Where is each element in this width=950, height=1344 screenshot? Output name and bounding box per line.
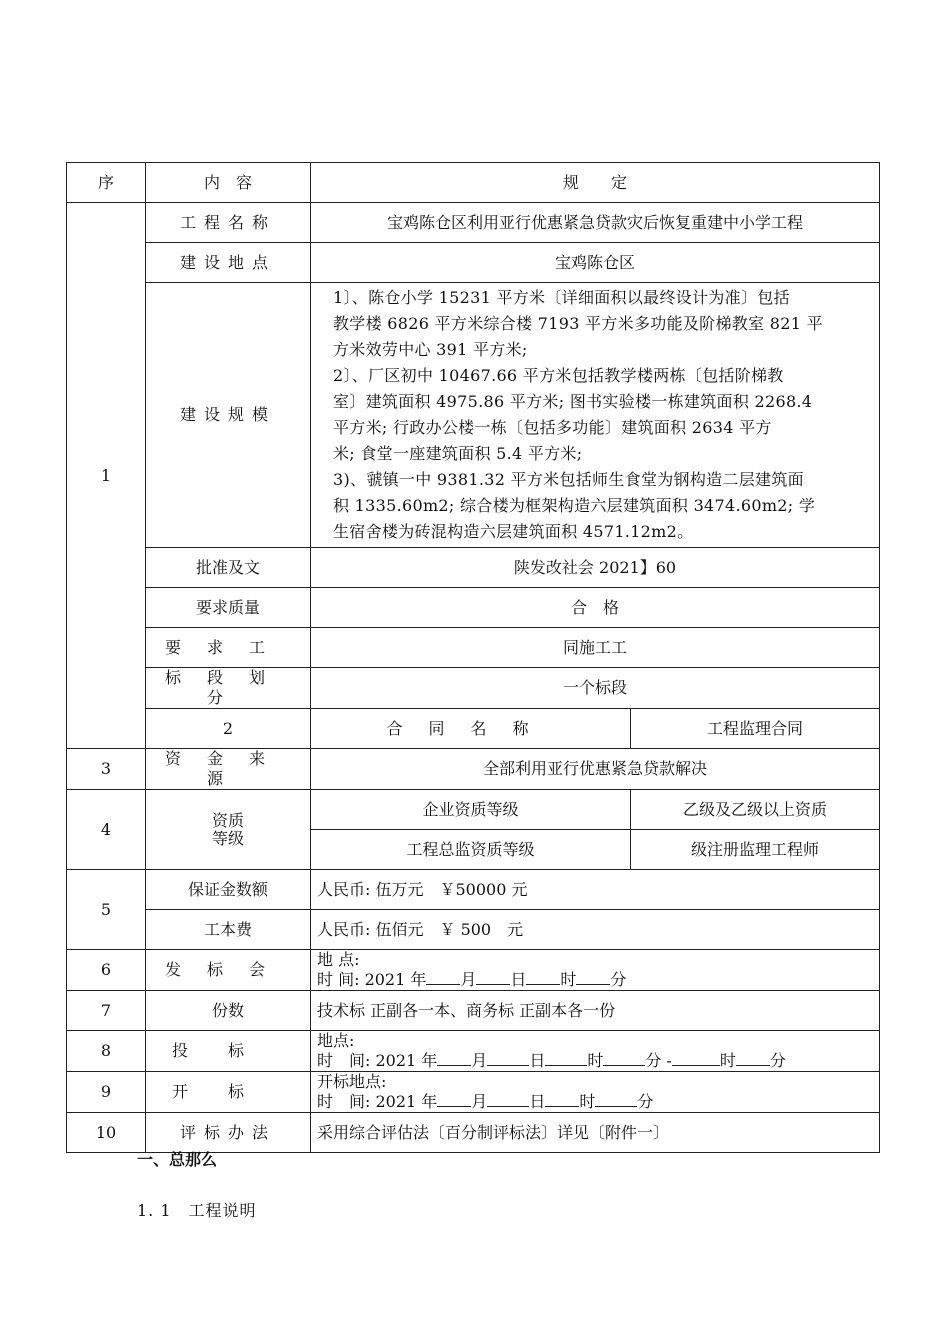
blank-field bbox=[545, 1051, 587, 1066]
table-row bbox=[67, 1072, 880, 1113]
enterprise-qualification-value: 乙级及乙级以上资质 bbox=[631, 790, 880, 830]
header-rule: 规 定 bbox=[311, 163, 880, 203]
minute-label: 分 bbox=[637, 1092, 654, 1111]
quality-value: 合 格 bbox=[311, 588, 880, 628]
subsection-heading: 1. 1 工程说明 bbox=[137, 1201, 257, 1220]
table-row bbox=[67, 283, 880, 548]
day-label: 日 bbox=[510, 970, 527, 989]
blank-field bbox=[426, 970, 460, 985]
table-row bbox=[67, 668, 880, 709]
day-label: 日 bbox=[529, 1051, 546, 1070]
row-number: 8 bbox=[67, 1031, 146, 1072]
blank-field bbox=[487, 1051, 529, 1066]
minute-label: 分 bbox=[610, 970, 627, 989]
row-number: 2 bbox=[146, 709, 311, 749]
table-row bbox=[67, 709, 880, 749]
blank-field bbox=[576, 970, 610, 985]
approval-label: 批准及文 bbox=[146, 548, 311, 588]
blank-field bbox=[437, 1092, 471, 1107]
hour-label: 时 bbox=[587, 1051, 604, 1070]
blank-field bbox=[595, 1092, 637, 1107]
section-label: 标段划分 bbox=[146, 668, 311, 709]
funding-source-label: 资金来源 bbox=[146, 749, 311, 790]
row-number: 4 bbox=[67, 790, 146, 870]
scale-line: 积 1335.60m2; 综合楼为框架构造六层建筑面积 3474.60m2; 学 bbox=[333, 496, 816, 515]
table-row bbox=[67, 991, 880, 1031]
funding-source-value: 全部利用亚行优惠紧急贷款解决 bbox=[311, 749, 880, 790]
table-row bbox=[67, 950, 880, 991]
scale-label: 建设规模 bbox=[146, 283, 311, 548]
table-row bbox=[67, 628, 880, 668]
row-number: 3 bbox=[67, 749, 146, 790]
bidding-label: 投标 bbox=[146, 1031, 311, 1072]
copies-label: 份数 bbox=[146, 991, 311, 1031]
opening-label: 开标 bbox=[146, 1072, 311, 1113]
header-content: 内 容 bbox=[146, 163, 311, 203]
month-label: 月 bbox=[471, 1092, 488, 1111]
bidding-value bbox=[311, 1031, 880, 1072]
supervisor-qualification-value: 级注册监理工程师 bbox=[631, 830, 880, 870]
quality-label: 要求质量 bbox=[146, 588, 311, 628]
contract-name-value: 工程监理合同 bbox=[631, 709, 880, 749]
blank-field bbox=[476, 970, 510, 985]
blank-field bbox=[437, 1051, 471, 1066]
project-name-label: 工程名称 bbox=[146, 203, 311, 243]
qualification-label bbox=[146, 790, 311, 870]
bid-release-time bbox=[317, 970, 873, 990]
row-number: 7 bbox=[67, 991, 146, 1031]
hour-label: 时 bbox=[579, 1092, 596, 1111]
scale-line: 方米效劳中心 391 平方米; bbox=[333, 340, 528, 359]
table-row bbox=[67, 1031, 880, 1072]
row-number: 5 bbox=[67, 870, 146, 950]
table-row bbox=[67, 910, 880, 950]
table-row bbox=[67, 588, 880, 628]
bid-release-label: 发标会 bbox=[146, 950, 311, 991]
blank-field bbox=[487, 1092, 529, 1107]
location-label: 建设地点 bbox=[146, 243, 311, 283]
time-prefix: 时 间: 2021 年 bbox=[317, 970, 427, 989]
table-row bbox=[67, 203, 880, 243]
table-row bbox=[67, 243, 880, 283]
row-number: 1 bbox=[67, 203, 146, 749]
blank-field bbox=[672, 1051, 720, 1066]
month-label: 月 bbox=[460, 970, 477, 989]
row-number: 10 bbox=[67, 1113, 146, 1153]
table-row bbox=[67, 548, 880, 588]
scale-line: 2〕、厂区初中 10467.66 平方米包括教学楼两栋〔包括阶梯教 bbox=[333, 366, 784, 385]
minute-label: 分 bbox=[769, 1051, 786, 1070]
bidding-location: 地点: bbox=[317, 1031, 355, 1050]
time-prefix: 时 间: 2021 年 bbox=[317, 1051, 438, 1070]
opening-value bbox=[311, 1072, 880, 1113]
scale-line: 生宿舍楼为砖混构造六层建筑面积 4571.12m2。 bbox=[333, 522, 694, 541]
contract-name-label: 合同名称 bbox=[311, 709, 631, 749]
blank-field bbox=[736, 1051, 770, 1066]
scale-line: 米; 食堂一座建筑面积 5.4 平方米; bbox=[333, 444, 583, 463]
row-number: 6 bbox=[67, 950, 146, 991]
location-value: 宝鸡陈仓区 bbox=[311, 243, 880, 283]
scale-line: 1〕、陈仓小学 15231 平方米〔详细面积以最终设计为准〕包括 bbox=[333, 288, 790, 307]
bid-info-table bbox=[66, 162, 880, 1153]
qualification-label-line: 等级 bbox=[211, 828, 244, 848]
qualification-label-line: 资质 bbox=[211, 810, 244, 830]
bid-release-location: 地 点: bbox=[317, 950, 360, 969]
deposit-value: 人民币: 伍万元 ￥50000 元 bbox=[311, 870, 880, 910]
section-heading: 一、总那么 bbox=[137, 1150, 218, 1169]
project-name-value: 宝鸡陈仓区利用亚行优惠紧急贷款灾后恢复重建中小学工程 bbox=[311, 203, 880, 243]
opening-location: 开标地点: bbox=[317, 1072, 387, 1091]
scale-line: 教学楼 6826 平方米综合楼 7193 平方米多功能及阶梯教室 821 平 bbox=[333, 314, 823, 333]
bidding-time bbox=[317, 1051, 873, 1071]
table-header-row bbox=[67, 163, 880, 203]
cost-value: 人民币: 伍佰元 ￥ 500 元 bbox=[311, 910, 880, 950]
table-row bbox=[67, 790, 880, 830]
bid-release-value bbox=[311, 950, 880, 991]
cost-label: 工本费 bbox=[146, 910, 311, 950]
hour-label: 时 bbox=[719, 1051, 736, 1070]
scale-value bbox=[311, 283, 880, 548]
opening-time bbox=[317, 1092, 873, 1112]
requirement-value: 同施工工 bbox=[311, 628, 880, 668]
scale-line: 3)、虢镇一中 9381.32 平方米包括师生食堂为钢构造二层建筑面 bbox=[333, 470, 804, 489]
section-value: 一个标段 bbox=[311, 668, 880, 709]
time-prefix: 时 间: 2021 年 bbox=[317, 1092, 438, 1111]
day-label: 日 bbox=[529, 1092, 546, 1111]
hour-label: 时 bbox=[560, 970, 577, 989]
scale-line: 室〕建筑面积 4975.86 平方米; 图书实验楼一栋建筑面积 2268.4 bbox=[333, 392, 813, 411]
approval-value: 陕发改社会 2021】60 bbox=[311, 548, 880, 588]
header-seq: 序 bbox=[67, 163, 146, 203]
deposit-label: 保证金数额 bbox=[146, 870, 311, 910]
scale-line: 平方米; 行政办公楼一栋〔包括多功能〕建筑面积 2634 平方 bbox=[333, 418, 772, 437]
evaluation-method-value: 采用综合评估法〔百分制评标法〕详见〔附件一〕 bbox=[311, 1113, 880, 1153]
table-row bbox=[67, 749, 880, 790]
table-row bbox=[67, 870, 880, 910]
blank-field bbox=[526, 970, 560, 985]
enterprise-qualification-label: 企业资质等级 bbox=[311, 790, 631, 830]
supervisor-qualification-label: 工程总监资质等级 bbox=[311, 830, 631, 870]
row-number: 9 bbox=[67, 1072, 146, 1113]
evaluation-method-label: 评标办法 bbox=[146, 1113, 311, 1153]
minute-label: 分 - bbox=[645, 1051, 672, 1070]
copies-value: 技术标 正副各一本、商务标 正副本各一份 bbox=[311, 991, 880, 1031]
requirement-label: 要求工 bbox=[146, 628, 311, 668]
blank-field bbox=[545, 1092, 579, 1107]
blank-field bbox=[603, 1051, 645, 1066]
month-label: 月 bbox=[471, 1051, 488, 1070]
